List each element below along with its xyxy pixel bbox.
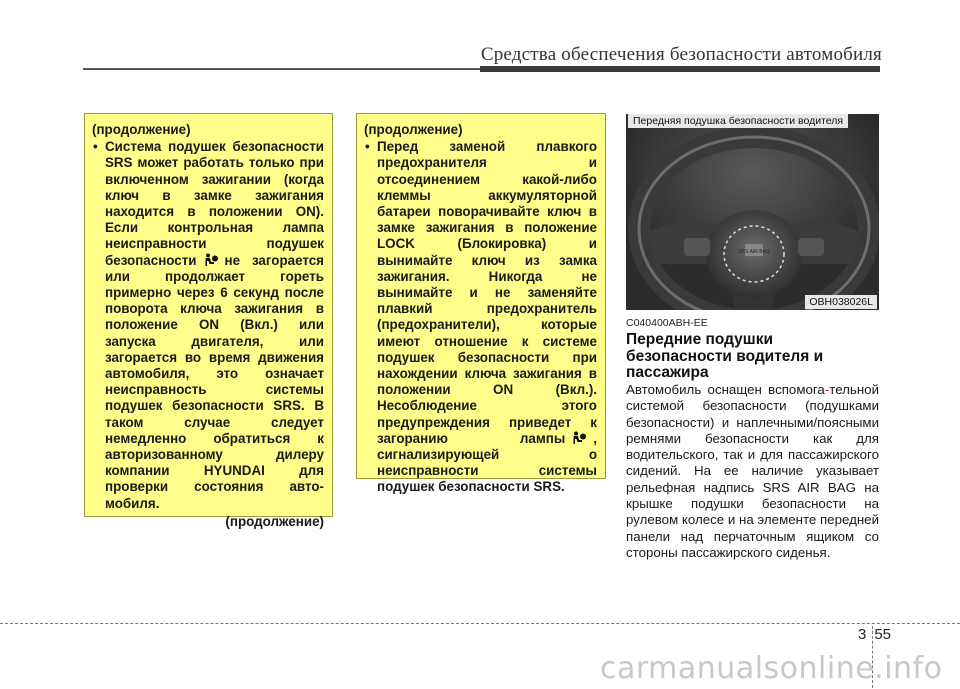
note-text-part-b: не загорается или продолжает гореть примерно через 6 секунд после поворота ключа зажигания в положение ON (Вкл.) или запуска двигателя, или загорается во время движения автомобиля, это означает неисправность системы подушек безопасности SRS. В таком случае следует немедленно обратиться к авторизованному дилеру компании HYUNDAI для проверки состояния авто-мобиля. bbox=[105, 252, 324, 511]
bullet-marker: • bbox=[365, 139, 370, 155]
bullet-marker: • bbox=[93, 139, 98, 155]
figure-caption: Передняя подушка безопасности водителя bbox=[628, 114, 848, 128]
page-header-title: Средства обеспечения безопасности автомобиля bbox=[480, 44, 882, 65]
continued-label-top: (продолжение) bbox=[92, 122, 191, 137]
body-text-start: Автомобиль оснащен вспомога bbox=[626, 382, 825, 397]
header-rule bbox=[83, 68, 503, 70]
warning-note-box-2 bbox=[356, 113, 606, 495]
body-text-rest: тельной системой безопасности (подушками безопасности) и наплечными/поясными ремнями безопасности как для водительского, так и для пассажирского сидений. На ее наличие указывает рельефная надпись SRS AIR BAG на крышке подушки безопасности на рулевом колесе и на элементе передней панели над перчаточным ящиком со стороны пассажирского сиденья. bbox=[626, 382, 879, 560]
airbag-label: SRS AIR BAG bbox=[738, 249, 770, 255]
note-bullet-item bbox=[85, 139, 332, 512]
watermark: carmanualsonline.info bbox=[600, 651, 943, 686]
page-number-value: 55 bbox=[874, 626, 892, 643]
warning-note-box-1 bbox=[84, 113, 333, 529]
note-text-part-a: Система подушек безопасности SRS может работать только при включенном зажигании (когда ключ в замке зажигания находится в положении ON). Если контрольная лампа неисправности подушек безопасности bbox=[105, 139, 324, 268]
header-bar bbox=[480, 66, 880, 72]
airbag-warning-icon bbox=[571, 431, 587, 445]
page-number bbox=[858, 626, 891, 643]
note-bullet-item bbox=[357, 139, 605, 495]
continued-label-top: (продолжение) bbox=[364, 122, 463, 137]
figure-code: OBH038026L bbox=[805, 295, 877, 309]
hyphen-mark: - bbox=[824, 382, 830, 397]
footer-rule bbox=[0, 623, 960, 624]
chapter-number: 3 bbox=[858, 626, 867, 643]
section-body bbox=[626, 382, 879, 561]
airbag-warning-icon bbox=[203, 253, 219, 267]
continued-label-bottom: (продолжение) bbox=[225, 513, 324, 529]
section-ref-code: C040400ABH-EE bbox=[626, 317, 708, 329]
steering-wheel-illustration bbox=[626, 114, 879, 310]
steering-wheel-figure bbox=[626, 114, 879, 310]
section-title: Передние подушки безопасности водителя и пассажира bbox=[626, 331, 824, 381]
note-text-part-a: Перед заменой плавкого предохранителя и отсоединением какой-либо клеммы аккумуляторной батареи поворачивайте ключ в замке зажигания в положение LOCK (Блокировка) и вынимайте ключ из замка зажигания. Никогда не вынимайте и не заменяйте плавкий предохранитель (предохранители), которые имеют отношение к системе подушек безопасности при нахождении ключа зажигания в положении ON (Вкл.). Несоблюдение этого предупреждения приведет к загоранию лампы bbox=[377, 139, 597, 446]
note-text-part-b: , сигнализирующей о неисправности системы подушек безопасности SRS. bbox=[377, 430, 597, 495]
